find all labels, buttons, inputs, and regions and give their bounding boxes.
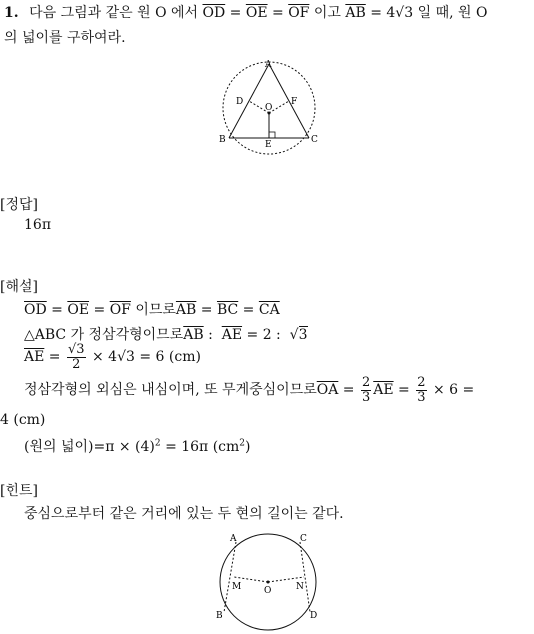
solution-line-6 — [24, 436, 251, 456]
sol-l4-oa: $\overline{OA}$ — [316, 382, 339, 399]
fraction-2-over-3-b: $\frac{2}{3}$ — [417, 375, 426, 405]
label2-n: N — [296, 582, 304, 592]
sol-l4-ae: $\overline{AE}$ — [373, 382, 394, 399]
solution-line-2: △ABC 가 정삼각형이므로$\overline{AB}$ : $\overline{AE} = 2$ : √3 — [24, 327, 308, 343]
sol-l6-a: (원의 넓이)=π × (4) — [24, 439, 155, 455]
solution-line-4: 정삼각형의 외심은 내심이며, 또 무게중심이므로$\overline{OA}$ = $\frac{2}{3}$ $\overline{AE}$ = $\frac{2}{3}$ × 6 = — [24, 375, 475, 405]
sol-l6-c: ) — [245, 439, 251, 455]
sol-l4-rest: × 6 = — [432, 382, 475, 399]
label2-o: O — [264, 586, 272, 596]
sol-l1-text: 이므로 — [135, 302, 176, 318]
sol-l6-sup2: 2 — [239, 438, 246, 449]
segment-of: $\overline{OF}$ — [288, 5, 310, 21]
sol-of: $\overline{OF}$ — [109, 302, 131, 318]
label2-a: A — [230, 534, 237, 544]
fraction-root3-over-2: $\frac{√3}{2}$ — [67, 342, 85, 372]
solution-header: [해설] — [0, 279, 38, 295]
sol-l2-root: 3 — [298, 327, 308, 343]
fraction-2-over-3-a: $\frac{2}{3}$ — [361, 375, 371, 405]
sol-ab: $\overline{AB}$ — [175, 302, 197, 318]
problem-text-c: 일 때, 원 O — [417, 5, 488, 21]
sol-l3-rest: × 4√3 = 6 (cm) — [92, 349, 201, 366]
sol-l2-ae: $\overline{AE}$ — [221, 327, 243, 343]
sol-l2-text: △ABC 가 정삼각형이므로 — [24, 327, 184, 343]
problem-line-1: 1. 다음 그림과 같은 원 O 에서 $\overline{OD} = \overline{OE} = \overline{OF}$ 이고 $\overline{AB} = 4√3$ 일 때, 원 O — [4, 5, 488, 21]
figure-two-chords — [212, 532, 324, 634]
problem-number: 1. — [4, 5, 19, 21]
sol-l2-ab: $\overline{AB}$ — [183, 327, 204, 343]
segment-oe: $\overline{OE}$ — [245, 5, 268, 21]
solution-line-5: 4 (cm) — [0, 412, 46, 428]
problem-text-b: 이고 — [313, 5, 341, 21]
answer-value: 16π — [24, 217, 52, 233]
hint-header: [힌트] — [0, 483, 38, 499]
sol-od: $\overline{OD}$ — [24, 302, 47, 318]
right-angle-mark — [269, 132, 275, 138]
label-a: A — [265, 60, 272, 70]
label-c: C — [311, 135, 318, 145]
label-d: D — [236, 97, 244, 107]
label-e: E — [265, 140, 272, 150]
problem-text-a: 다음 그림과 같은 원 O 에서 — [29, 5, 199, 21]
sol-oe: $\overline{OE}$ — [67, 302, 90, 318]
problem-line-2: 의 넓이를 구하여라. — [4, 30, 126, 46]
answer-header: [정답] — [0, 197, 38, 213]
label-f: F — [291, 97, 298, 107]
segment-ab: $\overline{AB}$ — [345, 5, 366, 21]
sol-bc: $\overline{BC}$ — [216, 302, 239, 318]
ab-value: = 4√3 — [370, 5, 414, 21]
hint-text: 중심으로부터 같은 거리에 있는 두 현의 길이는 같다. — [24, 506, 344, 522]
segment-od: $\overline{OD}$ — [202, 5, 226, 21]
figure-circle-triangle — [215, 58, 325, 168]
sol-l6-sup: 2 — [154, 438, 161, 449]
label-o: O — [265, 103, 273, 113]
solution-line-3: $\overline{AE}$ = $\frac{√3}{2}$ × 4√3 = 6 (cm) — [24, 342, 201, 372]
sol-ca: $\overline{CA}$ — [258, 302, 280, 318]
label2-d: D — [310, 611, 318, 621]
sol-l4-text: 정삼각형의 외심은 내심이며, 또 무게중심이므로 — [24, 382, 317, 399]
sol-l6-b: = 16π (cm — [165, 439, 240, 455]
label2-m: M — [232, 582, 242, 592]
label-b: B — [219, 135, 226, 145]
label2-b: B — [216, 611, 223, 621]
solution-line-1: $\overline{OD} = \overline{OE} = \overline{OF}$ 이므로$\overline{AB} = \overline{BC} = \overline{CA}$ — [24, 302, 280, 318]
label2-c: C — [300, 534, 307, 544]
sol-l3-ae: $\overline{AE}$ — [24, 349, 45, 366]
center-point-2 — [267, 581, 270, 584]
